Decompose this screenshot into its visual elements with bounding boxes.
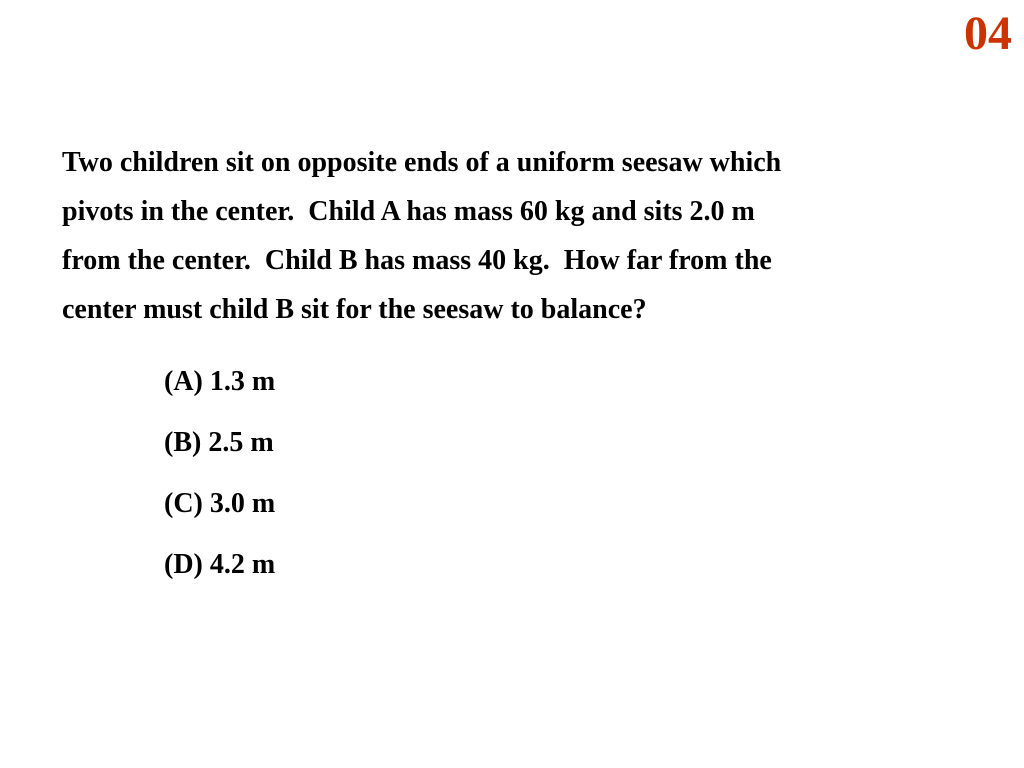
question-line: center must child B sit for the seesaw to balance? [62, 294, 647, 325]
choice-b: (B) 2.5 m [164, 427, 274, 458]
answer-choices [164, 362, 275, 606]
choice-c: (C) 3.0 m [164, 488, 276, 519]
choice-a: (A) 1.3 m [164, 366, 276, 397]
choice-d: (D) 4.2 m [164, 549, 276, 580]
question-line: from the center. Child B has mass 40 kg. How far from the [62, 245, 772, 276]
question-line: pivots in the center. Child A has mass 60 kg and sits 2.0 m [62, 196, 755, 227]
question-text [62, 138, 962, 334]
question-line: Two children sit on opposite ends of a uniform seesaw which [62, 147, 782, 178]
slide-number: 04 [964, 7, 1012, 60]
